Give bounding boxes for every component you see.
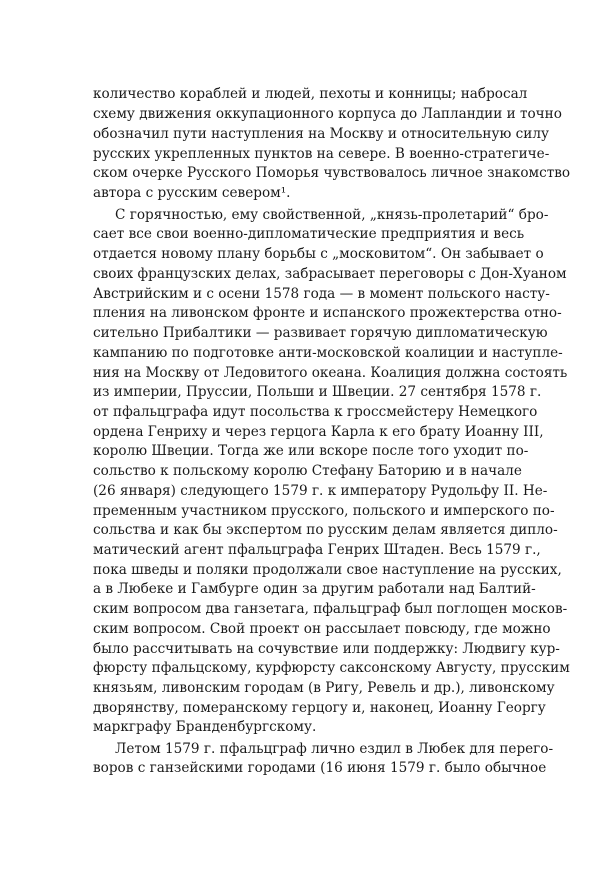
text-line: количество кораблей и людей, пехоты и конницы; набросал: [93, 86, 528, 102]
text-line: фюрсту пфальцскому, курфюрсту саксонскому Августу, прусским: [93, 660, 570, 676]
text-line: из империи, Пруссии, Польши и Швеции. 27 сентября 1578 г.: [93, 384, 542, 400]
text-line: (26 января) следующего 1579 г. к императору Рудольфу II. Не-: [93, 483, 548, 499]
text-line: ском очерке Русского Поморья чувствовалось личное знакомство: [93, 165, 571, 181]
text-line: пременным участником прусского, польского и имперского по-: [93, 503, 555, 519]
text-line: обозначил пути наступления на Москву и относительную силу: [93, 126, 549, 142]
text-line: пока шведы и поляки продолжали свое наступление на русских,: [93, 562, 562, 578]
text-line: С горячностью, ему свойственной, „князь-пролетарий“ бро-: [115, 207, 549, 223]
text-line: от пфальцграфа идут посольства к гроссмейстеру Немецкого: [93, 404, 538, 420]
text-line: матический агент пфальцграфа Генрих Штаден. Весь 1579 г.,: [93, 542, 541, 558]
text-line: дворянству, померанскому герцогу и, наконец, Иоанну Георгу: [93, 700, 546, 716]
text-line: ордена Генриху и через герцога Карла к его брату Иоанну III,: [93, 424, 544, 440]
text-line: королю Швеции. Тогда же или вскоре после того уходит по-: [93, 443, 529, 459]
text-line: маркграфу Бранденбургскому.: [93, 719, 317, 735]
text-line: отдается новому плану борьбы с „московитом“. Он забывает о: [93, 246, 544, 262]
text-line: своих французских делах, забрасывает переговоры с Дон-Хуаном: [93, 266, 567, 282]
text-line: сольства и как бы экспертом по русским делам является дипло-: [93, 522, 558, 538]
text-line: воров с ганзейскими городами (16 июня 1579 г. было обычное: [93, 760, 547, 776]
text-line: сает все свои военно-дипломатические предприятия и весь: [93, 226, 525, 242]
text-line: схему движения оккупационного корпуса до Лапландии и точно: [93, 106, 562, 122]
text-line: ским вопросом. Свой проект он рассылает повсюду, где можно: [93, 621, 551, 637]
text-line: автора с русским севером¹.: [93, 185, 291, 201]
text-line: сольство к польскому королю Стефану Баторию и в начале: [93, 463, 522, 479]
text-line: было рассчитывать на сочувствие или поддержку: Людвигу кур-: [93, 641, 560, 657]
text-line: ским вопросом два ганзетага, пфальцграф был поглощен москов-: [93, 601, 568, 617]
text-line: ния на Москву от Ледовитого океана. Коалиция должна состоять: [93, 365, 568, 381]
text-line: кампанию по подготовке анти-московской коалиции и наступле-: [93, 345, 563, 361]
text-line: Австрийским и с осени 1578 года — в момент польского насту-: [93, 286, 550, 302]
text-line: сительно Прибалтики — развивает горячую дипломатическую: [93, 325, 548, 341]
text-line: русских укрепленных пунктов на севере. В военно-стратегиче-: [93, 146, 550, 162]
text-line: князьям, ливонским городам (в Ригу, Ревель и др.), ливонскому: [93, 680, 555, 696]
text-line: Летом 1579 г. пфальцграф лично ездил в Любек для перего-: [115, 741, 554, 757]
text-line: пления на ливонском фронте и испанского прожектерства отно-: [93, 305, 562, 321]
text-line: а в Любеке и Гамбурге один за другим работали над Балтий-: [93, 581, 536, 597]
